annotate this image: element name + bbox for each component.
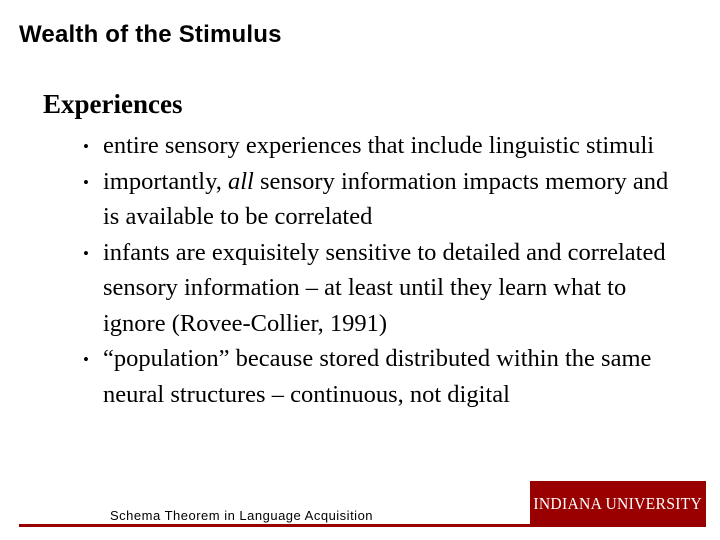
bullet-text-segment: entire sensory experiences that include linguistic stimuli <box>103 132 655 159</box>
bullet-text-segment: “population” because stored distributed within the same neural structures – continuous, not digital <box>103 345 652 408</box>
bullet-icon: • <box>83 243 89 263</box>
bullet-text-segment: sensory information impacts memory and is available to be correlated <box>103 167 669 230</box>
bullet-item <box>0 164 720 235</box>
bullet-text-segment: importantly, <box>103 167 228 195</box>
logo-wordmark: INDIANA UNIVERSITY <box>533 494 703 513</box>
footer-caption: Schema Theorem in Language Acquisition <box>110 508 374 523</box>
section-heading: Experiences <box>43 89 183 119</box>
bullet-item <box>0 128 720 164</box>
bullet-item <box>0 235 720 342</box>
bullet-item <box>0 341 720 412</box>
bullet-text <box>103 168 668 231</box>
bullet-text-segment: infants are exquisitely sensitive to detailed and correlated sensory information – at least until they learn what to ignore (Rovee-Collier, 1991) <box>103 238 666 337</box>
indiana-university-logo <box>530 481 706 527</box>
slide-title: Wealth of the Stimulus <box>19 21 282 48</box>
bullet-text <box>103 132 654 159</box>
bullet-text <box>103 239 666 337</box>
bullet-list <box>0 128 720 412</box>
bullet-icon: • <box>83 137 89 156</box>
bullet-icon: • <box>83 350 89 369</box>
footer-divider <box>19 524 530 527</box>
bullet-text <box>103 345 651 408</box>
bullet-icon: • <box>83 172 89 192</box>
bullet-emphasis: all <box>227 167 254 195</box>
